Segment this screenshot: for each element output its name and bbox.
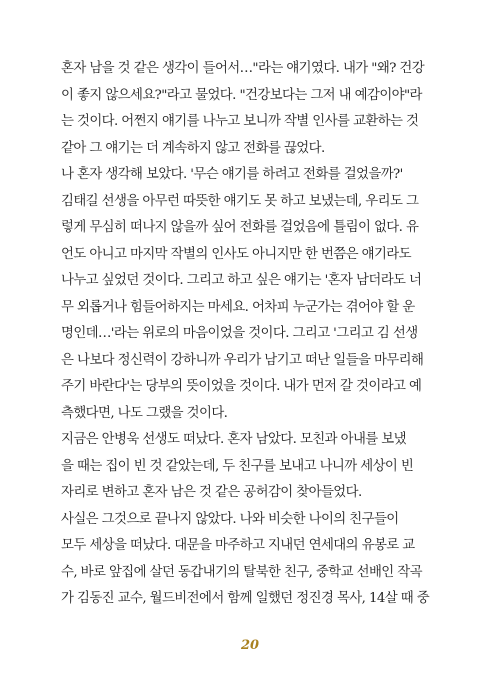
- text-line: 주기 바란다'는 당부의 뜻이었을 것이다. 내가 먼저 갈 것이라고 예: [61, 379, 422, 394]
- text-line: 자리로 변하고 혼자 남은 것 같은 공허감이 찾아들었다.: [61, 485, 362, 500]
- text-line: 모두 세상을 떠났다. 대문을 마주하고 지내던 연세대의 유봉로 교: [61, 538, 415, 553]
- page-number: 20: [240, 638, 260, 653]
- text-line: 이 좋지 않으세요?"라고 물었다. "건강보다는 그저 내 예감이야"라: [61, 87, 422, 103]
- text-line: 렇게 무심히 떠나지 않을까 싶어 전화를 걸었음에 틀림이 없다. 유: [61, 220, 419, 235]
- text-line: 측했다면, 나도 그랬을 것이다.: [61, 405, 228, 421]
- text-line: 김태길 선생을 아무런 따뜻한 얘기도 못 하고 보냈는데, 우리도 그: [61, 193, 419, 209]
- text-line: 가 김동진 교수, 월드비전에서 함께 일했던 정진경 목사, 14살 때 중: [61, 591, 430, 606]
- text-line: 명인데…'라는 위로의 마음이었을 것이다. 그리고 '그리고 김 선생: [61, 326, 418, 341]
- text-line: 을 때는 집이 빈 것 같았는데, 두 친구를 보내고 나니까 세상이 빈: [61, 458, 414, 474]
- text-line: 나누고 싶었던 것이다. 그리고 하고 싶은 얘기는 '혼자 남더라도 너: [61, 273, 422, 288]
- text-line: 같아 그 얘기는 더 계속하지 않고 전화를 끊었다.: [61, 140, 325, 156]
- text-line: 무 외롭거나 힘들어하지는 마세요. 어차피 누군가는 겪어야 할 운: [61, 299, 415, 315]
- text-line: 는 것이다. 어쩐지 얘기를 나누고 보니까 작별 인사를 교환하는 것: [61, 114, 419, 129]
- text-line: 언도 아니고 마지막 작별의 인사도 아니지만 한 번쯤은 얘기라도: [61, 246, 411, 262]
- text-line: 지금은 안병욱 선생도 떠났다. 혼자 남았다. 모친과 아내를 보냈: [61, 432, 406, 447]
- text-line: 나 혼자 생각해 보았다. '무슨 얘기를 하려고 전화를 걸었을까?': [61, 167, 403, 182]
- text-line: 은 나보다 정신력이 강하니까 우리가 남기고 떠난 일들을 마무리해: [61, 352, 424, 368]
- text-line: 사실은 그것으로 끝나지 않았다. 나와 비슷한 나이의 친구들이: [61, 511, 399, 527]
- text-line: 수, 바로 앞집에 살던 동갑내기의 탈북한 친구, 중학교 선배인 작곡: [61, 564, 422, 580]
- text-line: 혼자 남을 것 같은 생각이 들어서…"라는 얘기였다. 내가 "왜? 건강: [61, 61, 425, 76]
